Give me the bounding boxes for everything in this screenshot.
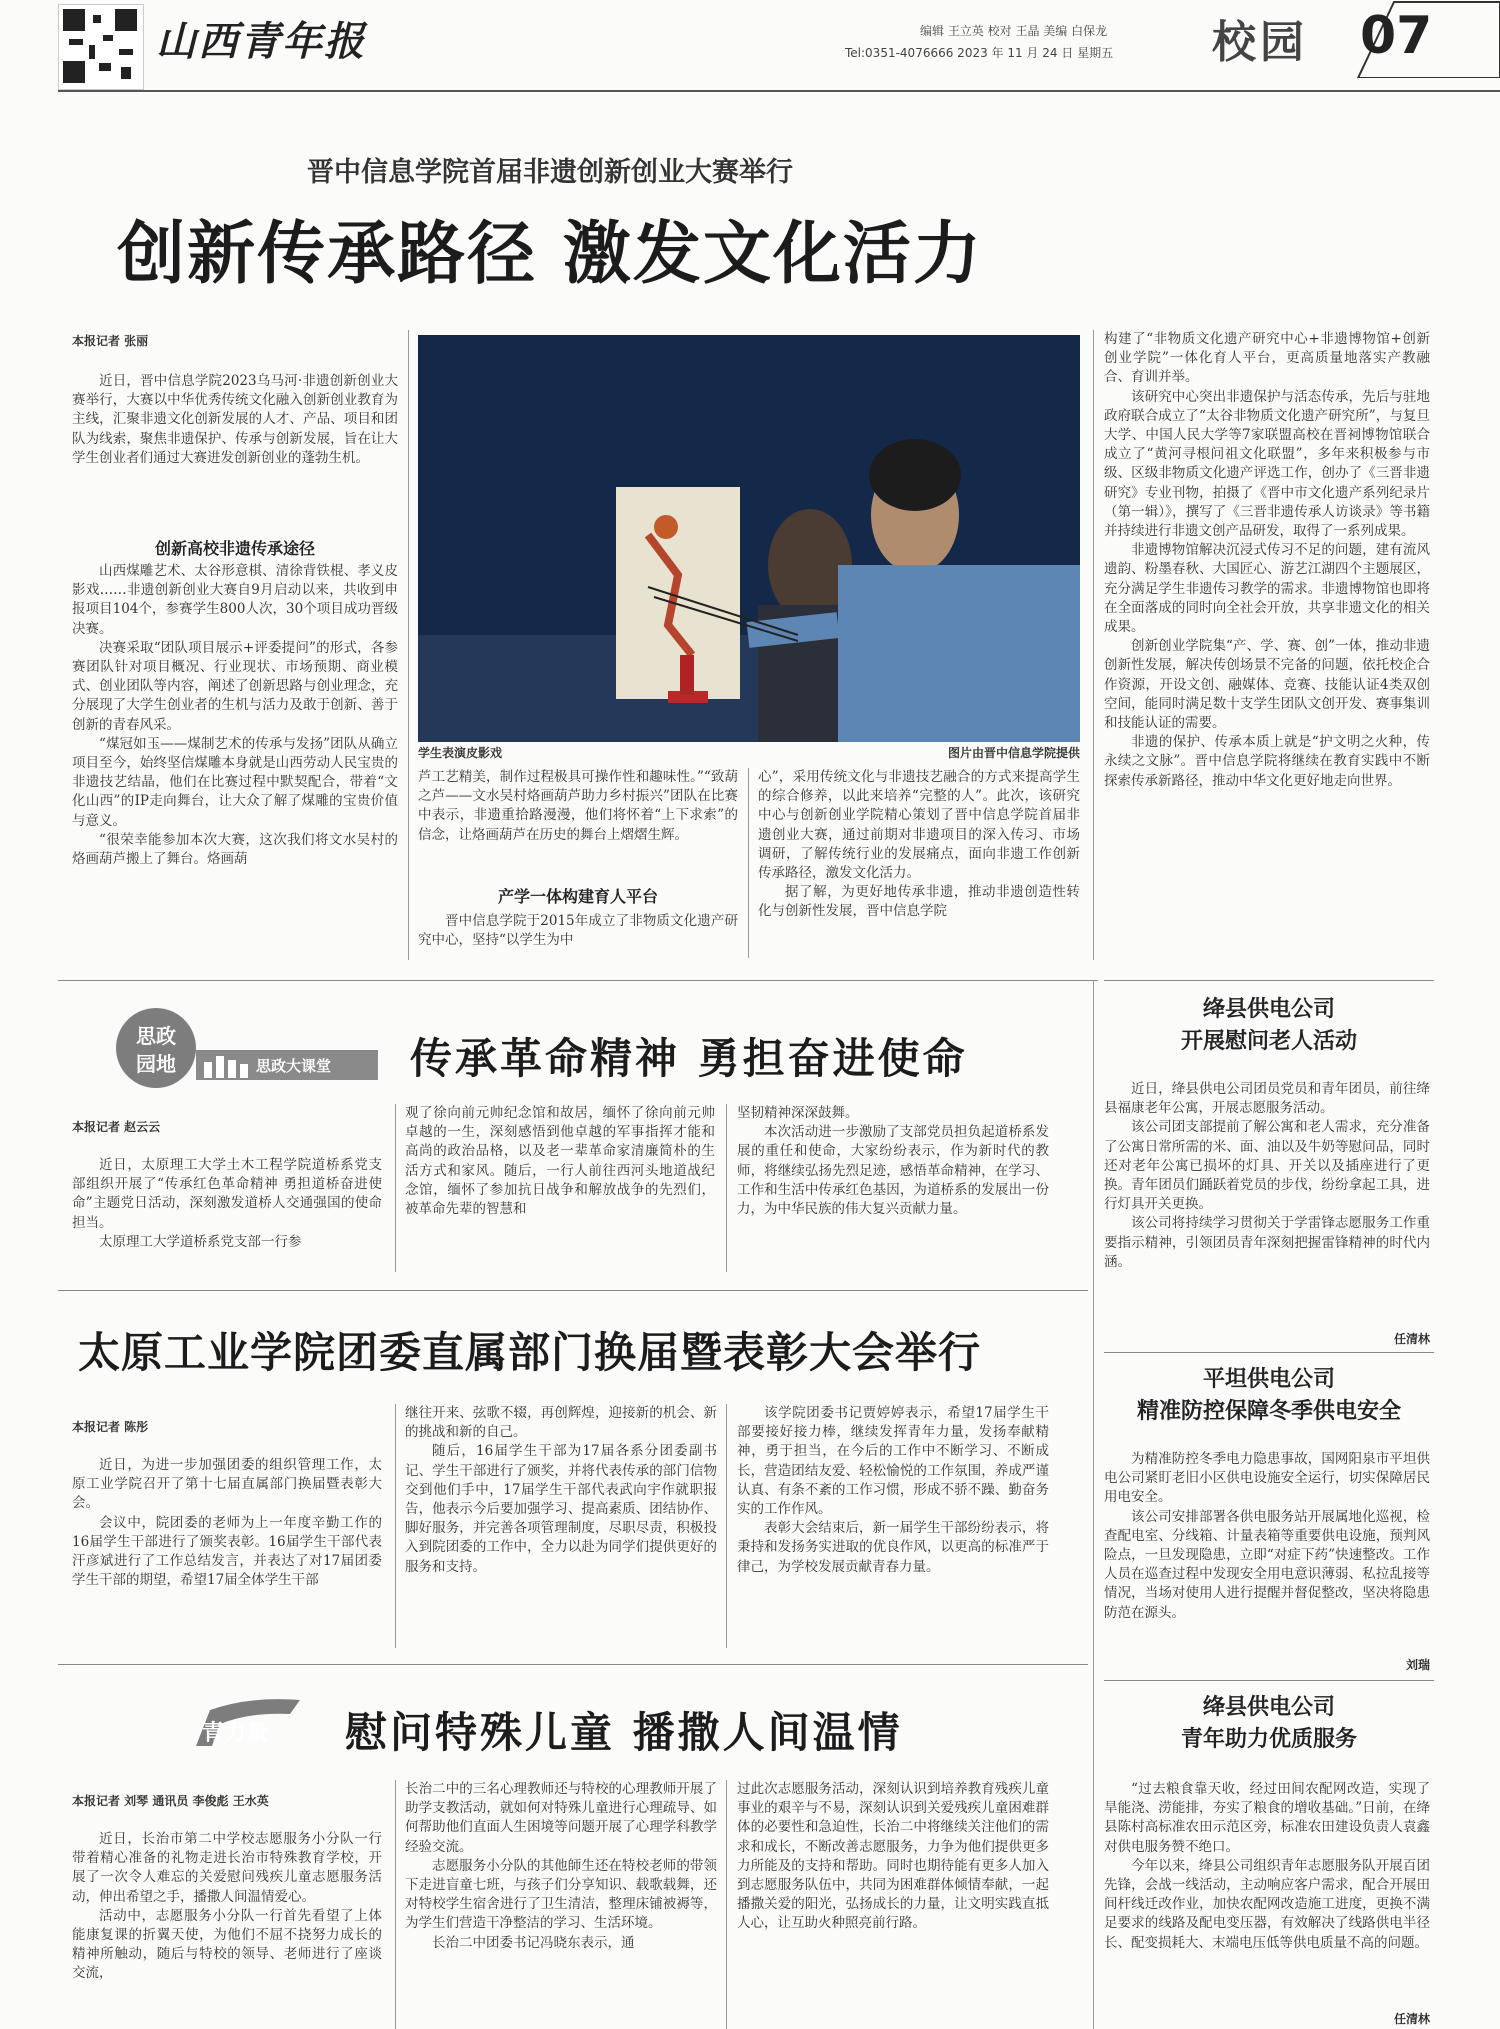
section-divider [1104, 1680, 1434, 1681]
side1-body: 近日，绛县供电公司团员党员和青年团员，前往绛县福康老年公寓，开展志愿服务活动。 该公司团支部提前了解公寓和老人需求，充分准备了公寓日常所需的米、面、油以及牛奶等慰问品，同时还对老年公寓已损坏的灯具、开关以及插座进行了更换。青年团员们踊跃着党员的步伐，纷纷拿起工具，进行灯具开关更换。 该公司将持续学习贯彻关于学雷锋志愿服务工作重要指示精神，引领团员青年深刻把握雷锋精神的时代内涵。 [1104, 1081, 1430, 1270]
side3-title-2: 青年助力优质服务 [1180, 1727, 1357, 1752]
date-line: Tel:0351-4076666 2023 年 11 月 24 日 星期五 [845, 46, 1114, 60]
side3-title-1: 绛县供电公司 [1202, 1695, 1335, 1720]
story2-byline: 本报记者 赵云云 [72, 1120, 161, 1134]
story1-col1-intro: 近日，晋中信息学院2023乌马河·非遗创新创业大赛举行，大赛以中华优秀传统文化融入创新创业教育为主线，汇聚非遗文化创新发展的人才、产品、项目和团队为线索，聚焦非遗保护、传承与创新发展，旨在让大学生创业者们通过大赛进发创新创业的蓬勃生机。 [72, 373, 398, 466]
story4-col1: 近日，长治市第二中学校志愿服务小分队一行带着精心准备的礼物走进长治市特殊教育学校，开展了一次令人难忘的关爱慰问残疾儿童志愿服务活动，伸出希望之手，播撒人间温情爱心。 活动中，志愿服务小分队一行首先看望了上体能康复课的折翼天使，为他们不屈不挠努力成长的精神所触动，随后与特校的领导、老师进行了座谈交流， [72, 1831, 382, 1982]
side1-title-2: 开展慰问老人活动 [1180, 1029, 1357, 1054]
column-rule [726, 1780, 727, 2029]
editors-line: 编辑 王立英 校对 王晶 美编 白保龙 [920, 24, 1108, 38]
story1-headline: 创新传承路径 激发文化活力 [117, 215, 983, 294]
story3-headline: 太原工业学院团委直属部门换届暨表彰大会举行 [78, 1328, 982, 1377]
story1-col2-top: 芦工艺精美，制作过程极具可操作性和趣味性。”“致葫之芦——文水吴村烙画葫芦助力乡村振兴”团队在比赛中表示，非遗重拾路漫漫，他们将怀着“上下求索”的信念，让烙画葫芦在历史的舞台上熠熠生辉。 [418, 769, 738, 843]
badge-label: 青力量 [202, 1721, 269, 1746]
side2-title-1: 平坦供电公司 [1202, 1367, 1335, 1392]
youth-badge [190, 1690, 310, 1752]
story3-col3: 该学院团委书记贾婷婷表示，希望17届学生干部要接好接力棒，继续发挥青年力量，发扬奉献精神，勇于担当，在今后的工作中不断学习、不断成长，营造团结友爱、轻松愉悦的工作氛围，养成严谨认真、有条不紊的工作习惯，形成不骄不躁、勤奋务实的工作作风。 表彰大会结束后，新一届学生干部纷纷表示，将秉持和发扬务实进取的优良作风，以更高的标准严于律己，为学校发展贡献青春力量。 [737, 1405, 1049, 1575]
section-divider [58, 980, 1098, 981]
story1-kicker: 晋中信息学院首届非遗创新创业大赛举行 [307, 157, 793, 188]
section-divider [1104, 980, 1434, 981]
story1-col3: 心”，采用传统文化与非遗技艺融合的方式来提高学生的综合修养，以此来培养“完整的人”。此次，该研究中心与创新创业学院精心策划了晋中信息学院首届非遗创业大赛，通过前期对非遗项目的深入传习、市场调研，了解传统行业的发展痛点，面向非遗工作创新传承路径，激发文化活力。 据了解，为更好地传承非遗，推动非遗创造性转化与创新性发展，晋中信息学院 [758, 769, 1080, 920]
story3-col1: 近日，为进一步加强团委的组织管理工作，太原工业学院召开了第十七届直属部门换届暨表彰大会。 会议中，院团委的老师为上一年度辛勤工作的16届学生干部进行了颁奖表彰。16届学生干部代表汗彦斌进行了工作总结发言，并表达了对17届团委学生干部的期望，希望17届全体学生干部 [72, 1457, 382, 1589]
column-rule [1093, 980, 1094, 2029]
column-rule [748, 768, 749, 958]
column-rule [726, 1104, 727, 1272]
story1-subhead-2: 产学一体构建育人平台 [497, 887, 658, 906]
side3-signature: 任清林 [1393, 2012, 1430, 2026]
column-rule [395, 1104, 396, 1272]
story1-col4: 构建了“非物质文化遗产研究中心+非遗博物馆+创新创业学院”一体化育人平台，更高质量地落实产教融合、育训并举。 该研究中心突出非遗保护与活态传承，先后与驻地政府联合成立了“太谷非物质文化遗产研究所”，与复旦大学、中国人民大学等7家联盟高校在晋祠博物馆联合成立了“黄河寻根问祖文化联盟”，多年来积极参与市级、区级非物质文化遗产评选工作，创办了《三晋非遗研究》专业刊物，拍摄了《晋中市文化遗产系列纪录片（第一辑）》，撰写了《三晋非遗传承人访谈录》等书籍并持续进行非遗文创产品研发，取得了一系列成果。 非遗博物馆解决沉浸式传习不足的问题，建有流风遗韵、粉墨春秋、大国匠心、游艺江湖四个主题展区，充分满足学生非遗传习教学的需求。非遗博物馆也即将在全面落成的同时向全社会开放，共享非遗文化的相关成果。 创新创业学院集“产、学、赛、创”一体，推动非遗创新性发展，解决传创场景不完备的问题，依托校企合作资源，开设文创、融媒体、竞赛、技能认证4类双创空间，能同时满足数十支学生团队文创开发、赛事集训和技能认证的需要。 非遗的保护、传承本质上就是“护文明之火种，传永续之文脉”。晋中信息学院将继续在教育实践中不断探索传承新路径，推动中华文化更好地走向世界。 [1104, 331, 1430, 789]
story2-col1: 近日，太原理工大学土木工程学院道桥系党支部组织开展了“传承红色革命精神 勇担道桥奋进使命”主题党日活动，深刻激发道桥人交通强国的使命担当。 太原理工大学道桥系党支部一行参 [72, 1157, 382, 1250]
newspaper-logo: 山西青年报 [156, 18, 366, 65]
party-badge [116, 1008, 196, 1088]
building-icon [202, 1052, 252, 1078]
qr-code [58, 4, 144, 90]
story4-headline: 慰问特殊儿童 播撒人间温情 [345, 1708, 903, 1757]
section-divider [58, 1664, 1088, 1665]
story4-byline: 本报记者 刘琴 通讯员 李俊彪 王水英 [72, 1794, 269, 1808]
side3-body: “过去粮食靠天收，经过田间农配网改造，实现了旱能浇、涝能排，夯实了粮食的增收基础。”日前，在绛县陈村高标准农田示范区旁，标准农田建设负责人袁鑫对供电服务赞不绝口。 今年以来，绛县公司组织青年志愿服务队开展百团先锋，会战一线活动，主动响应客户需求，配合开展田间杆线迁改作业，加快农配网改造施工进度，更换不满足要求的线路及配电变压器，有效解决了线路供电半径长、配变损耗大、末端电压低等供电质量不高的问题。 [1104, 1781, 1430, 1951]
column-rule [726, 1404, 727, 1648]
story1-col2-bottom: 晋中信息学院于2015年成立了非物质文化遗产研究中心，坚持“以学生为中 [418, 913, 738, 949]
story3-col2: 继往开来、弦歌不辍，再创辉煌，迎接新的机会、新的挑战和新的自己。 随后，16届学生干部为17届各系分团委副书记、学生干部进行了颁奖，并将代表传承的部门信物交到他们手中，17届学生干部代表武向宇作就职报告，他表示今后要加强学习、提高素质、团结协作、脚好服务，并完善各项管理制度，尽职尽责，积极投入到院团委的工作中，全力以赴为同学们提供更好的服务和支持。 [405, 1405, 717, 1575]
side1-title-1: 绛县供电公司 [1202, 997, 1335, 1022]
side2-title-2: 精准防控保障冬季供电安全 [1136, 1399, 1401, 1424]
column-rule [395, 1780, 396, 2029]
story3-byline: 本报记者 陈彤 [72, 1420, 149, 1434]
section-divider [58, 1290, 1088, 1291]
photo-caption: 学生表演皮影戏 [418, 746, 503, 760]
story1-col1-body: 山西煤雕艺术、太谷形意棋、清徐背铁棍、孝义皮影戏……非遗创新创业大赛自9月启动以来，共收到申报项目104个，参赛学生800人次，30个项目成功晋级决赛。 决赛采取“团队项目展示+评委提问”的形式，各参赛团队针对项目概况、行业现状、市场预期、商业模式、创业团队等内容，阐述了创新思路与创业理念，充分展现了大学生创业者的生机与活力及敢于创新、善于创新的青春风采。 “煤冠如玉——煤制艺术的传承与发扬”团队从确立项目至今，始终坚信煤雕本身就是山西劳动人民宝贵的非遗技艺结晶，他们在比赛过程中默契配合，带着“文化山西”的IP走向舞台，让大众了解了煤雕的宝贵价值与意义。 “很荣幸能参加本次大赛，这次我们将文水吴村的烙画葫芦搬上了舞台。烙画葫 [72, 563, 398, 868]
side2-signature: 刘瑞 [1405, 1658, 1430, 1672]
column-rule [408, 330, 409, 960]
story4-col2: 长治二中的三名心理教师还与特校的心理教师开展了助学支教活动，就如何对特殊儿童进行心理疏导、如何帮助他们直面人生困境等问题开展了心理学科教学经验交流。 志愿服务小分队的其他師生还在特校老师的带领下走进盲童七班，与孩子们分享知识、载歌载舞，还对特校学生宿舍进行了卫生清洁，整理床铺被褥等，为学生们营造干净整洁的学习、生活环境。 长治二中团委书记冯晓东表示，通 [405, 1781, 717, 1951]
section-divider [1104, 1352, 1434, 1353]
section-name: 校园 [1212, 17, 1308, 68]
badge-label: 思政大课堂 [256, 1057, 332, 1075]
masthead-rule [58, 90, 1500, 92]
story4-col3: 过此次志愿服务活动，深刻认识到培养教育残疾儿童事业的艰辛与不易，深刻认识到关爱残疾儿童困难群体的必要性和急迫性，长治二中将继续关注他们的需求和成长，不断改善志愿服务，力争为他们提供更多力所能及的支持和帮助。同时也期待能有更多人加入到志愿服务队伍中，共同为困难群体倾情奉献，一起播撒关爱的阳光，弘扬成长的力量，让文明实践直抵人心，让互助火种照亮前行路。 [737, 1781, 1049, 1932]
photo-credit: 图片由晋中信息学院提供 [947, 746, 1080, 760]
column-rule [395, 1404, 396, 1648]
page-number: 07 [1360, 6, 1433, 66]
shadow-puppet-photo [418, 335, 1080, 742]
side1-signature: 任清林 [1393, 1332, 1430, 1346]
story2-col3: 坚韧精神深深鼓舞。 本次活动进一步激励了支部党员担负起道桥系发展的重任和使命，大家纷纷表示，作为新时代的教师，将继续弘扬先烈足迹，感悟革命精神，在学习、工作和生活中传承红色基因，为道桥系的发展出一份力，为中华民族的伟大复兴贡献力量。 [737, 1105, 1049, 1218]
badge-text-top: 思政 [136, 1024, 176, 1048]
story1-byline: 本报记者 张丽 [72, 334, 149, 348]
story1-subhead-1: 创新高校非遗传承途径 [154, 539, 315, 558]
story2-col2: 观了徐向前元帅纪念馆和故居，缅怀了徐向前元帅卓越的一生，深刻感悟到他卓越的军事指挥才能和高尚的政治品格，以及老一辈革命家清廉简朴的生活方式和家风。随后，一行人前往西河头地道战纪念馆，缅怀了参加抗日战争和解放战争的先烈们，被革命先辈的智慧和 [405, 1105, 715, 1218]
badge-text-bottom: 园地 [136, 1052, 176, 1076]
story2-headline: 传承革命精神 勇担奋进使命 [410, 1034, 968, 1083]
badge-label-box [196, 1050, 378, 1080]
column-rule [1093, 330, 1094, 960]
side2-body: 为精准防控冬季电力隐患事故，国网阳泉市平坦供电公司紧盯老旧小区供电设施安全运行，切实保障居民用电安全。 该公司安排部署各供电服务站开展属地化巡视，检查配电室、分线箱、计量表箱等重要供电设施，预判风险点，一旦发现隐患，立即“对症下药”快速整改。工作人员在巡查过程中发现安全用电意识薄弱、私拉乱接等情况，当场对使用人进行提醒并督促整改，坚决将隐患防范在源头。 [1104, 1451, 1430, 1621]
